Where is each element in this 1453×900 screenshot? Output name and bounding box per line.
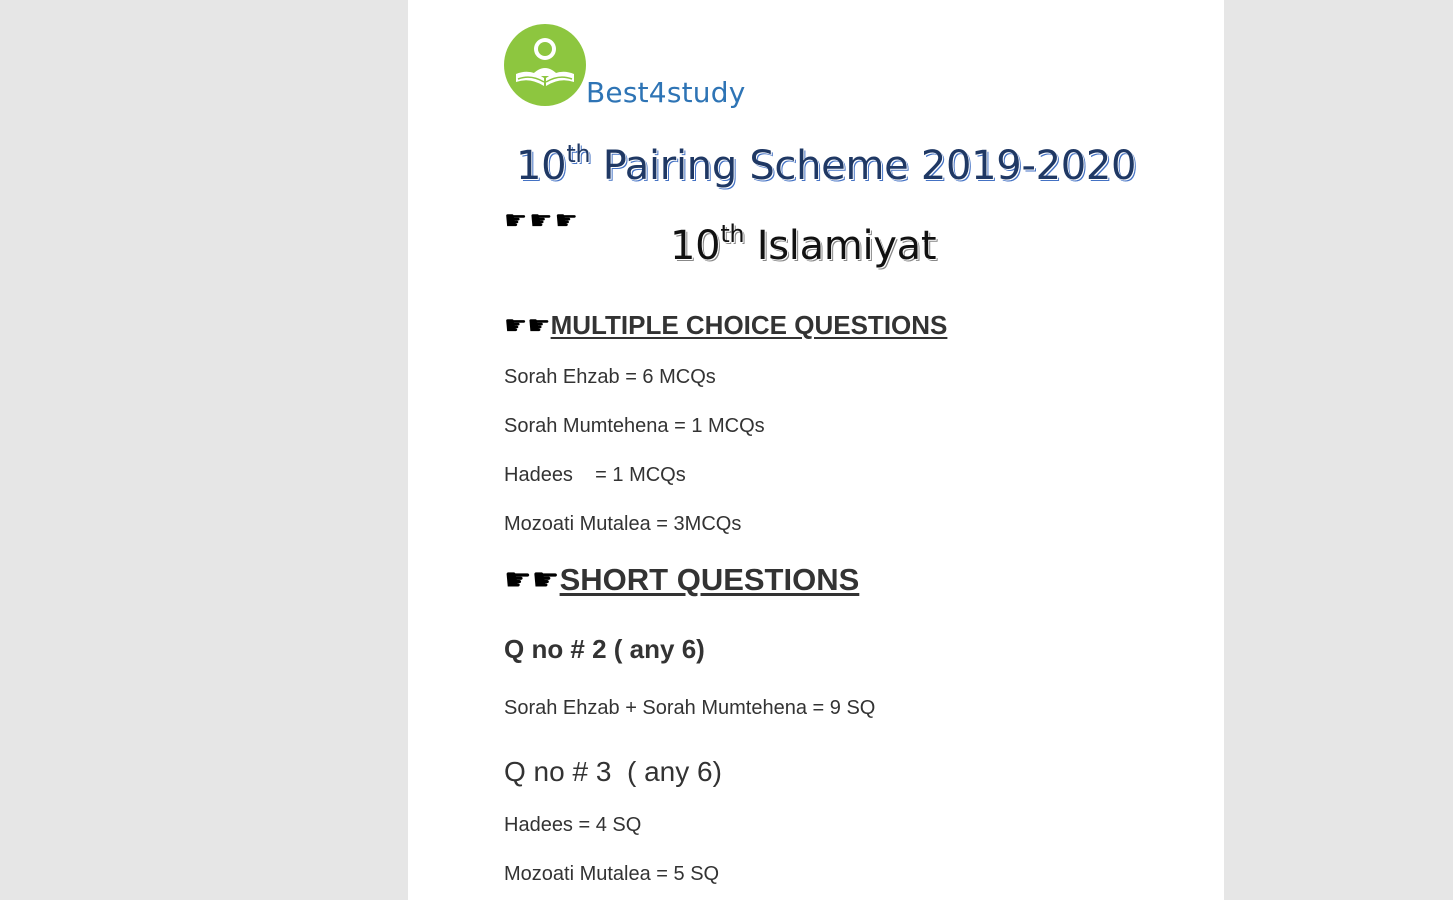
subject-ordinal: th [720, 220, 745, 249]
pointing-hand-icon: ☛☛ [504, 310, 551, 340]
question-2-heading: Q no # 2 ( any 6) [504, 634, 705, 664]
mcq-item: Hadees = 1 MCQs [504, 464, 686, 486]
brand-name: Best4study [586, 76, 746, 109]
question-3-heading: Q no # 3 ( any 6) [504, 756, 722, 787]
question-2-item: Sorah Ehzab + Sorah Mumtehena = 9 SQ [504, 697, 876, 719]
page-title [516, 140, 1137, 189]
subject-name: Islamiyat [744, 223, 937, 269]
subject-heading [670, 220, 937, 269]
document-page [408, 0, 1224, 900]
question-3-item: Mozoati Mutalea = 5 SQ [504, 863, 720, 885]
subject-number: 10 [670, 223, 721, 269]
title-ordinal: th [566, 140, 591, 169]
brand-header [504, 24, 904, 114]
question-3-item: Hadees = 4 SQ [504, 814, 642, 836]
title-number: 10 [516, 143, 567, 189]
pointing-hand-icons: ☛☛☛ [504, 205, 580, 235]
mcq-heading-label: MULTIPLE CHOICE QUESTIONS [550, 310, 948, 340]
short-section-heading [504, 562, 859, 598]
reader-book-icon [504, 24, 586, 106]
mcq-item: Mozoati Mutalea = 3MCQs [504, 513, 742, 535]
mcq-section-heading [504, 310, 947, 341]
mcq-item: Sorah Ehzab = 6 MCQs [504, 366, 716, 388]
mcq-item: Sorah Mumtehena = 1 MCQs [504, 415, 765, 437]
short-heading-label: SHORT QUESTIONS [559, 562, 860, 597]
title-text: Pairing Scheme 2019-2020 [590, 143, 1137, 189]
pointing-hand-icon: ☛☛ [504, 562, 560, 597]
